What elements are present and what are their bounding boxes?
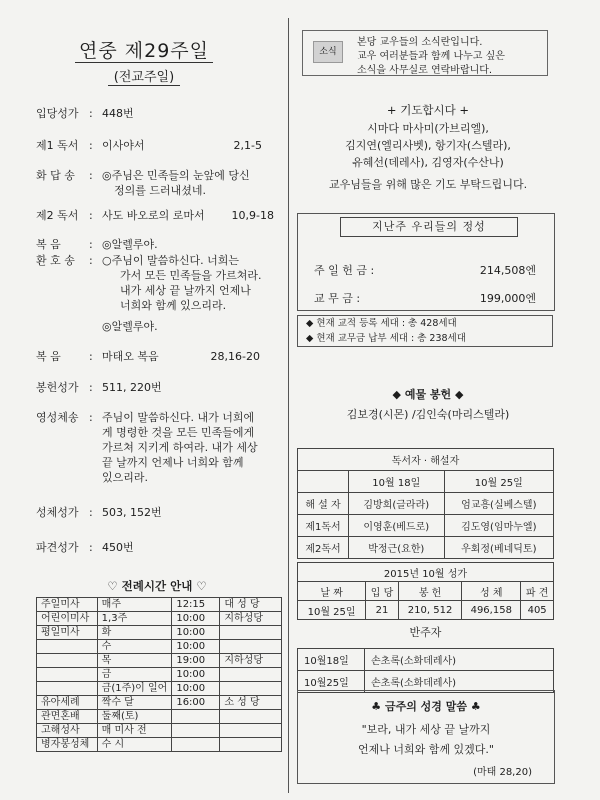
offering-dues: 교 무 금 : 199,000엔 xyxy=(314,292,536,305)
schedule-row xyxy=(37,682,282,696)
schedule-cell: 소 성 당 xyxy=(220,696,282,710)
census-paying: ◆ 현재 교무금 납부 세대 : 총 238세대 xyxy=(306,333,466,344)
schedule-title: ♡ 전례시간 안내 ♡ xyxy=(107,579,207,593)
census-registered: ◆ 현재 교적 등록 세대 : 총 428세대 xyxy=(306,318,457,329)
october-cell: 10월 25일 xyxy=(298,601,366,620)
schedule-cell: 병자봉성체 xyxy=(37,738,98,752)
verse-reference: (마태 28,20) xyxy=(473,767,532,778)
schedule-cell: 목 xyxy=(97,654,172,668)
entry-alleluia-verse: 환 호 송 : ○주님이 말씀하신다. 너희는 가서 모든 민족들을 가르쳐라. 내가 세상 끝 날까지 언제나 너희와 함께 있으리라. ◎알렐루야. xyxy=(36,254,262,333)
october-cell: 496,158 xyxy=(462,601,521,620)
verse-title: ♣ 금주의 성경 말씀 ♣ xyxy=(371,700,481,713)
schedule-cell xyxy=(172,738,220,752)
schedule-cell xyxy=(220,640,282,654)
prayer-line: 김지연(엘리사벳), 항기자(스텔라), xyxy=(345,139,511,152)
prayer-title: + 기도합시다 + xyxy=(386,103,470,117)
readers-name: 엄교흥(실베스텔) xyxy=(444,493,553,515)
schedule-cell: 10:00 xyxy=(172,626,220,640)
october-header: 입 당 xyxy=(366,582,399,601)
october-cell: 210, 512 xyxy=(398,601,461,620)
readers-name: 박정근(요한) xyxy=(349,537,445,559)
organist-date: 10월18일 xyxy=(298,649,365,671)
schedule-cell: 관면혼배 xyxy=(37,710,98,724)
october-hymns-title: 2015년 10월 성가 xyxy=(298,563,554,582)
news-line: 소식을 사무실로 연락바랍니다. xyxy=(357,65,493,76)
october-cell: 21 xyxy=(366,601,399,620)
organist-table xyxy=(297,648,554,693)
schedule-row xyxy=(37,654,282,668)
schedule-cell: 지하성당 xyxy=(220,612,282,626)
schedule-cell: 수 xyxy=(97,640,172,654)
schedule-cell: 화 xyxy=(97,626,172,640)
schedule-cell xyxy=(37,654,98,668)
schedule-cell: 10:00 xyxy=(172,640,220,654)
organist-name: 손초록(소화데레사) xyxy=(365,671,554,693)
liturgy-schedule-table xyxy=(36,597,282,752)
october-header: 봉 헌 xyxy=(398,582,461,601)
schedule-row xyxy=(37,598,282,612)
readers-name: 김도영(임마누엘) xyxy=(444,515,553,537)
news-icon: 소식 xyxy=(313,41,343,63)
schedule-cell xyxy=(220,710,282,724)
offering-sunday: 주 일 헌 금 : 214,508엔 xyxy=(314,264,536,277)
schedule-cell xyxy=(37,682,98,696)
schedule-cell: 고해성사 xyxy=(37,724,98,738)
schedule-cell xyxy=(220,626,282,640)
schedule-cell: 19:00 xyxy=(172,654,220,668)
offering-box xyxy=(297,213,555,311)
schedule-cell: 10:00 xyxy=(172,668,220,682)
schedule-cell: 10:00 xyxy=(172,612,220,626)
readers-table xyxy=(297,448,554,559)
news-line: 교우 여러분들과 함께 나누고 싶은 xyxy=(357,51,505,62)
schedule-cell: 대 성 당 xyxy=(220,598,282,612)
schedule-cell: 12:15 xyxy=(172,598,220,612)
prayer-request: 교우님들을 위해 많은 기도 부탁드립니다. xyxy=(328,178,528,191)
organist-date: 10월25일 xyxy=(298,671,365,693)
schedule-cell: 짝수 달 xyxy=(97,696,172,710)
schedule-cell: 평일미사 xyxy=(37,626,98,640)
news-box xyxy=(302,30,548,76)
readers-title: 독서자 · 해설자 xyxy=(298,449,554,471)
entry-responsorial-psalm: 화 답 송 : ◎주님은 민족들의 눈앞에 당신 정의를 드러내셨네. xyxy=(36,169,250,197)
schedule-cell: 수 시 xyxy=(97,738,172,752)
column-divider xyxy=(288,18,289,793)
schedule-row xyxy=(37,612,282,626)
schedule-cell: 지하성당 xyxy=(220,654,282,668)
schedule-cell: 주일미사 xyxy=(37,598,98,612)
readers-name: 우회정(베네딕토) xyxy=(444,537,553,559)
prayer-line: 시마다 마사미(가브리엘), xyxy=(367,122,489,135)
schedule-cell xyxy=(220,724,282,738)
page-title: 연중 제29주일 xyxy=(0,36,288,63)
readers-role: 제2독서 xyxy=(298,537,349,559)
weekly-verse-box xyxy=(297,690,555,784)
schedule-cell: 유아세례 xyxy=(37,696,98,710)
schedule-cell: 16:00 xyxy=(172,696,220,710)
verse-line: 언제나 너희와 함께 있겠다." xyxy=(358,743,494,756)
october-header: 날 짜 xyxy=(298,582,366,601)
organist-name: 손초록(소화데레사) xyxy=(365,649,554,671)
offering-flower-title: ◆ 예물 봉헌 ◆ xyxy=(392,388,464,401)
schedule-row xyxy=(37,724,282,738)
census-box xyxy=(297,315,553,347)
organist-title: 반주자 xyxy=(409,626,442,639)
schedule-cell: 금 xyxy=(97,668,172,682)
schedule-cell: 어린이미사 xyxy=(37,612,98,626)
schedule-cell xyxy=(220,738,282,752)
schedule-cell: 매주 xyxy=(97,598,172,612)
schedule-cell xyxy=(37,668,98,682)
schedule-row xyxy=(37,668,282,682)
schedule-cell xyxy=(37,640,98,654)
october-header: 성 체 xyxy=(462,582,521,601)
page-subtitle: (전교주일) xyxy=(0,66,288,85)
schedule-cell: 금(1주)이 일어 xyxy=(97,682,172,696)
schedule-cell: 1,3주 xyxy=(97,612,172,626)
offering-title: 지난주 우리들의 정성 xyxy=(340,217,518,237)
readers-date: 10월 18일 xyxy=(349,471,445,493)
verse-line: "보라, 내가 세상 끝 날까지 xyxy=(361,723,491,736)
schedule-cell xyxy=(172,710,220,724)
schedule-cell: 둘째(토) xyxy=(97,710,172,724)
readers-name: 김방희(글라라) xyxy=(349,493,445,515)
readers-role: 제1독서 xyxy=(298,515,349,537)
schedule-cell xyxy=(220,682,282,696)
news-line: 본당 교우들의 소식란입니다. xyxy=(357,37,483,48)
entry-communion-antiphon: 영성체송 : 주님이 말씀하신다. 내가 너희에 게 명령한 것을 모든 민족들에게 가르쳐 지키게 하여라. 내가 세상 끝 날까지 언제나 너희와 함께 있으리라. xyxy=(36,411,258,484)
october-cell: 405 xyxy=(521,601,554,620)
schedule-cell xyxy=(220,668,282,682)
schedule-row xyxy=(37,710,282,724)
readers-role: 해 설 자 xyxy=(298,493,349,515)
schedule-row xyxy=(37,640,282,654)
readers-name: 이영훈(베드로) xyxy=(349,515,445,537)
october-header: 파 견 xyxy=(521,582,554,601)
schedule-row xyxy=(37,626,282,640)
october-hymns-table xyxy=(297,562,554,620)
prayer-line: 유혜선(데레사), 김영자(수산나) xyxy=(352,156,504,169)
schedule-cell: 매 미사 전 xyxy=(97,724,172,738)
readers-date: 10월 25일 xyxy=(444,471,553,493)
schedule-row xyxy=(37,696,282,710)
schedule-cell: 10:00 xyxy=(172,682,220,696)
schedule-row xyxy=(37,738,282,752)
offering-flower-names: 김보경(시몬) /김인숙(마리스텔라) xyxy=(346,408,510,421)
schedule-cell xyxy=(172,724,220,738)
